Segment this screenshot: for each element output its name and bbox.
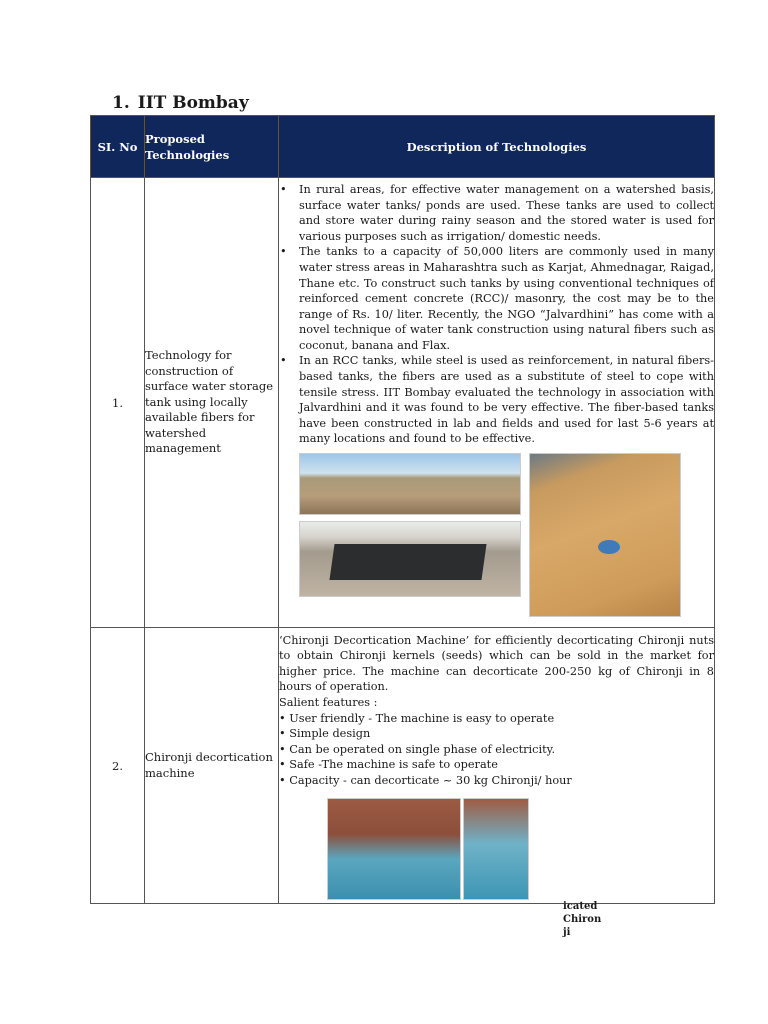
row-description: [279, 178, 715, 628]
bullet-item: • The tanks to a capacity of 50,000 liters are commonly used in many water stress areas in Maharashtra such as Karjat, Ahmednagar, Raigad, Thane etc. To construct such tanks by using conventional techniques of reinforced cement concrete (RCC)/ masonry, the cost may be to the range of Rs. 10/ liter. Recently, the NGO “Jalvardhini” has come with a novel technique of water tank construction using natural fibers such as coconut, banana and Flax.: [299, 244, 714, 353]
feature-item: • Can be operated on single phase of electricity.: [279, 742, 556, 756]
section-heading: [112, 93, 249, 113]
technologies-table: [90, 115, 715, 904]
tank-fiber-lining-photo: [529, 453, 681, 617]
tank-excavation-photo: [299, 453, 521, 515]
row-sl-number: 2.: [91, 628, 145, 904]
bullet-item: • In an RCC tanks, while steel is used as reinforcement, in natural fibers-based tanks, the fibers are used as a substitute of steel to cope with tensile stress. IIT Bombay evaluated the technology in association with Jalvardhini and it was found to be very effective. The fiber-based tanks have been constructed in lab and fields and used for last 5-6 years at many locations and found to be effective.: [299, 353, 714, 447]
caption-line: ji: [563, 927, 571, 938]
row-sl-number: 1.: [91, 178, 145, 628]
feature-item: • Simple design: [279, 727, 371, 741]
feature-item: • Capacity - can decorticate ~ 30 kg Chironji/ hour: [279, 773, 572, 787]
caption-line: icated: [563, 901, 598, 912]
row-technology-name: Technology for construction of surface water storage tank using locally available fibers for watershed management: [145, 178, 279, 628]
machine-description: ‘Chironji Decortication Machine’ for efficiently decorticating Chironji nuts to obtain Chironji kernels (seeds) which can be sold in the market for higher price. The machine can decorticate 200-250 kg of Chironji in 8 hours of operation.: [279, 633, 714, 694]
header-tech-line2: Technologies: [145, 147, 230, 162]
header-sl-no: SI. No: [91, 116, 145, 178]
table-row: [91, 628, 715, 904]
table-row: [91, 178, 715, 628]
feature-item: • User friendly - The machine is easy to operate: [279, 711, 555, 725]
row-description: [279, 628, 715, 904]
header-description: Description of Technologies: [279, 116, 715, 178]
description-bullets: [279, 182, 714, 447]
caption-line: Chiron: [563, 914, 602, 925]
section-number: 1.: [112, 93, 130, 113]
overflow-caption-text: [563, 900, 601, 939]
machine-photo-grid: [279, 788, 714, 898]
header-tech-line1: Proposed: [145, 131, 205, 146]
bullet-item: • In rural areas, for effective water management on a watershed basis, surface water tanks/ ponds are used. These tanks are used to collect and store water during rainy season and the stored water is used for various purposes such as irrigation/ domestic needs.: [299, 182, 714, 244]
tank-lined-pit-photo: [299, 521, 521, 597]
header-proposed-technologies: [145, 116, 279, 178]
feature-item: • Safe -The machine is safe to operate: [279, 758, 498, 772]
section-title: IIT Bombay: [137, 93, 249, 113]
machine-photo-right: [463, 798, 529, 900]
tank-photo-grid: [279, 453, 714, 623]
features-label: Salient features :: [279, 695, 378, 709]
row-technology-name: Chironji decortication machine: [145, 628, 279, 904]
machine-photo-left: [327, 798, 461, 900]
table-header-row: [91, 116, 715, 178]
